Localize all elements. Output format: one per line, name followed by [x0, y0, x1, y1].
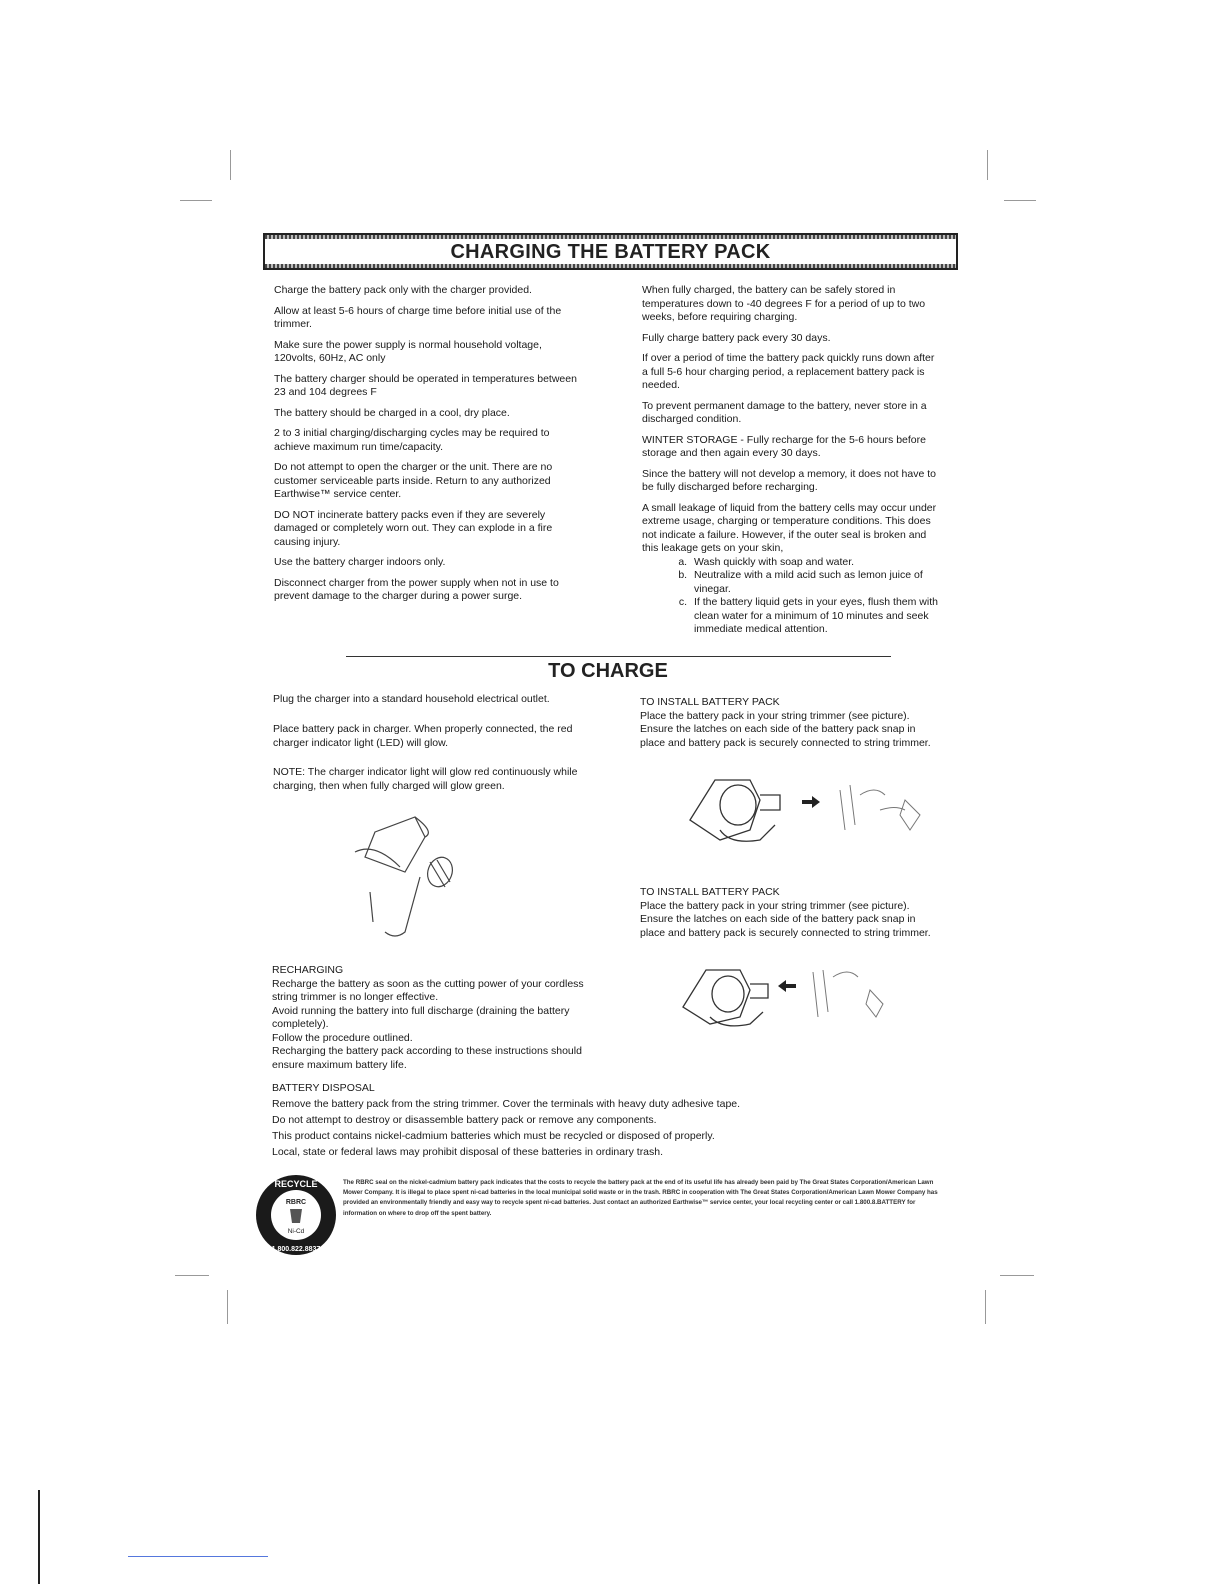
instruction: When fully charged, the battery can be safely stored in temperatures down to -40 degrees F for a period of up to two weeks, before requiring charging. — [642, 284, 926, 323]
divider — [346, 656, 891, 657]
rbrc-notice: The RBRC seal on the nickel-cadmium battery pack indicates that the costs to recycle the battery pack at the end of its useful life has already been paid by The Great States Corporation/American Lawn Mower Company. It is illegal to place spent ni-cad batteries in the local municipal solid waste or in the trash. RBRC in cooperation with The Great States Corporation/American Lawn Mower Company has provided an environmentally friendly and easy way to recycle spent ni-cad batteries. Just contact an authorized Earthwise™ service center, your local recycling center or call 1.800.8.BATTERY for information on where to drop off the spent battery. — [343, 1179, 938, 1217]
leakage-list — [642, 556, 942, 637]
recharging-section — [272, 964, 602, 1072]
charger-illustration — [345, 812, 470, 942]
instruction: WINTER STORAGE - Fully recharge for the 5-6 hours before storage and then again every 30 days. — [642, 433, 926, 459]
install-heading: TO INSTALL BATTERY PACK — [640, 886, 780, 898]
recharging-line: Avoid running the battery into full discharge (draining the battery completely). — [272, 1004, 570, 1030]
place-instruction: Place battery pack in charger. When properly connected, the red charger indicator light (LED) will glow. — [273, 723, 573, 749]
instruction: Do not attempt to open the charger or the unit. There are no customer serviceable parts inside. Return to any authorized Earthwise™ service center. — [274, 461, 553, 500]
install-block — [640, 886, 940, 940]
crop-mark — [985, 1290, 986, 1324]
recharging-line: Recharging the battery pack according to these instructions should ensure maximum battery life. — [272, 1045, 582, 1071]
instruction: Fully charge battery pack every 30 days. — [642, 331, 831, 344]
page-title: CHARGING THE BATTERY PACK — [450, 241, 771, 263]
install-block — [640, 696, 940, 750]
recharging-line: Follow the procedure outlined. — [272, 1031, 413, 1044]
instruction: The battery charger should be operated in temperatures between 23 and 104 degrees F — [274, 372, 577, 398]
leakage-text: A small leakage of liquid from the battery cells may occur under extreme usage, charging or temperature conditions. This does not indicate a failure. However, if the outer seal is broken and this leakage gets on your skin, — [642, 501, 937, 554]
right-column — [642, 284, 942, 637]
crop-mark — [1000, 1275, 1034, 1276]
install-illustration — [678, 962, 908, 1032]
instruction: Since the battery will not develop a memory, it does not have to be fully discharged before recharging. — [642, 467, 936, 493]
crop-mark — [1004, 200, 1036, 201]
plug-instruction: Plug the charger into a standard household electrical outlet. — [273, 693, 550, 705]
seal-brand: RBRC — [285, 1199, 307, 1206]
instruction: If over a period of time the battery pack quickly runs down after a full 5-6 hour charging period, a replacement battery pack is needed. — [642, 352, 935, 391]
crop-mark — [227, 1290, 228, 1324]
margin-rule — [38, 1490, 40, 1584]
section-banner — [263, 233, 958, 270]
battery-icon — [290, 1209, 302, 1223]
instruction: Make sure the power supply is normal household voltage, 120volts, 60Hz, AC only — [274, 338, 542, 364]
instruction: The battery should be charged in a cool, dry place. — [274, 406, 510, 419]
install-heading: TO INSTALL BATTERY PACK — [640, 696, 780, 708]
arrow-icon — [802, 796, 820, 808]
disposal-line: Remove the battery pack from the string trimmer. Cover the terminals with heavy duty adhesive tape. — [272, 1098, 741, 1110]
recharging-line: Recharge the battery as soon as the cutting power of your cordless string trimmer is no longer effective. — [272, 977, 584, 1003]
crop-mark — [230, 150, 231, 180]
seal-phone: 1.800.822.8837 — [271, 1246, 321, 1253]
crop-mark — [180, 200, 212, 201]
list-item: a. Wash quickly with soap and water. — [690, 556, 942, 570]
instruction: Disconnect charger from the power supply when not in use to prevent damage to the charger during a power surge. — [274, 576, 559, 602]
rbrc-seal — [254, 1173, 338, 1257]
list-item: c. If the battery liquid gets in your eyes, flush them with clean water for a minimum of 10 minutes and seek immediate medical attention. — [690, 596, 942, 637]
install-illustration — [680, 770, 950, 850]
instruction: Use the battery charger indoors only. — [274, 556, 446, 568]
instruction: To prevent permanent damage to the battery, never store in a discharged condition. — [642, 399, 927, 425]
section-title: TO CHARGE — [548, 660, 668, 682]
disposal-line: Local, state or federal laws may prohibit disposal of these batteries in ordinary trash. — [272, 1146, 664, 1158]
seal-chem: Ni-Cd — [287, 1228, 305, 1235]
install-text: Place the battery pack in your string trimmer (see picture). Ensure the latches on each side of the battery pack snap in place and battery pack is securely connected to string trimmer. — [640, 899, 931, 939]
recharging-heading: RECHARGING — [272, 964, 344, 976]
disposal-heading: BATTERY DISPOSAL — [272, 1082, 375, 1094]
instruction: Charge the battery pack only with the charger provided. — [274, 284, 532, 296]
instruction: 2 to 3 initial charging/discharging cycles may be required to achieve maximum run time/capacity. — [274, 427, 550, 453]
instruction: Allow at least 5-6 hours of charge time before initial use of the trimmer. — [274, 304, 562, 330]
disposal-section — [272, 1080, 832, 1160]
footer-rule — [128, 1556, 268, 1557]
arrow-icon — [778, 980, 796, 992]
charger-note: NOTE: The charger indicator light will glow red continuously while charging, then when fully charged will glow green. — [273, 766, 578, 792]
disposal-line: This product contains nickel-cadmium batteries which must be recycled or disposed of properly. — [272, 1130, 715, 1142]
crop-mark — [175, 1275, 209, 1276]
seal-top-text: RECYCLE — [274, 1179, 318, 1189]
crop-mark — [987, 150, 988, 180]
instruction: DO NOT incinerate battery packs even if they are severely damaged or completely worn out. They can explode in a fire causing injury. — [274, 508, 553, 548]
disposal-line: Do not attempt to destroy or disassemble battery pack or remove any components. — [272, 1114, 657, 1126]
install-text: Place the battery pack in your string trimmer (see picture). Ensure the latches on each side of the battery pack snap in place and battery pack is securely connected to string trimmer. — [640, 709, 931, 749]
list-item: b. Neutralize with a mild acid such as lemon juice of vinegar. — [690, 569, 942, 596]
left-column — [274, 284, 584, 611]
